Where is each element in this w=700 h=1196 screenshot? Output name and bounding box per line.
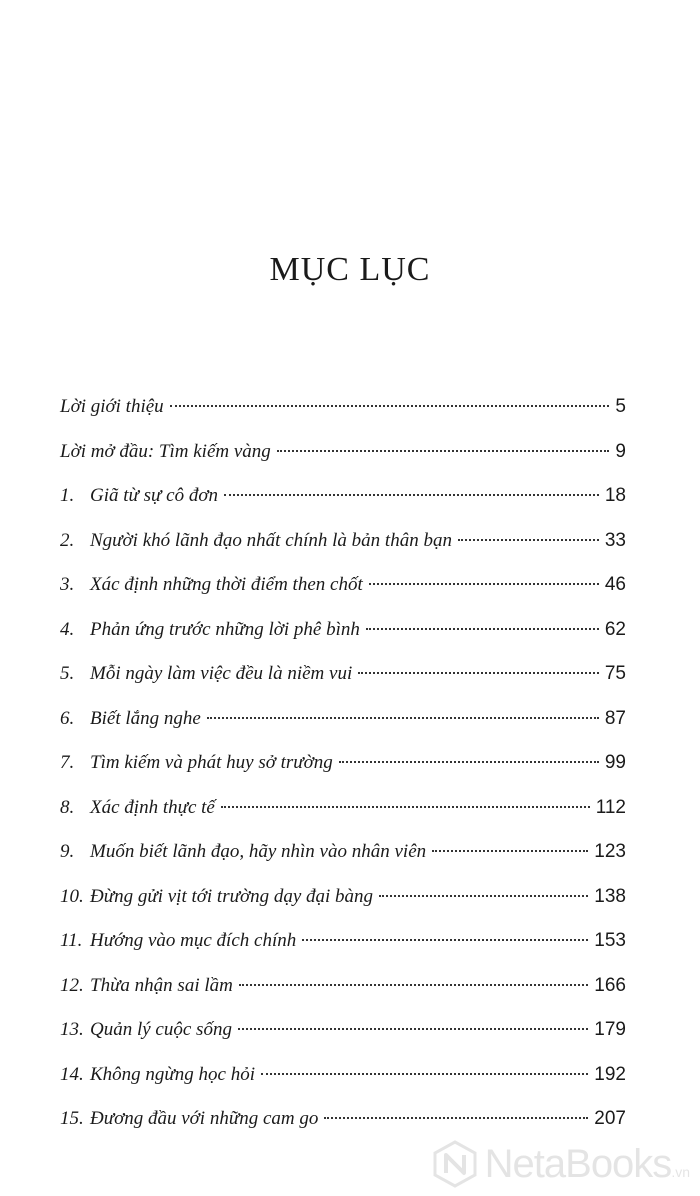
toc-entry-number: 3. <box>60 574 75 595</box>
toc-entry-page-number: 62 <box>604 618 626 640</box>
toc-entry <box>60 975 626 1020</box>
toc-entry-number: 10. <box>60 885 84 907</box>
dot-leader <box>261 1073 588 1075</box>
dot-leader <box>238 1028 588 1030</box>
dot-leader <box>369 583 599 585</box>
netabooks-logo-icon <box>431 1140 479 1188</box>
toc-entry <box>60 574 626 619</box>
toc-entry-title: Biết lắng nghe <box>90 707 201 729</box>
toc-entry <box>60 396 626 441</box>
toc-entry <box>60 1064 626 1109</box>
toc-entry-title: Muốn biết lãnh đạo, hãy nhìn vào nhân viên <box>90 841 427 862</box>
toc-entry-page-number: 166 <box>594 974 626 996</box>
toc-entry-page-number: 18 <box>604 485 626 506</box>
toc-entry-page-number: 46 <box>604 574 626 595</box>
toc-entry-number: 9. <box>60 841 75 862</box>
toc-entry-number: 2. <box>60 529 75 551</box>
toc-entry <box>60 708 626 753</box>
toc-entry-number: 15. <box>60 1108 84 1129</box>
toc-entry-title: Lời mở đầu: Tìm kiếm vàng <box>60 440 271 462</box>
toc-entry-title: Đừng gửi vịt tới trường dạy đại bàng <box>90 885 374 907</box>
toc-entry-title: Quản lý cuộc sống <box>90 1019 232 1040</box>
toc-entry-number: 13. <box>60 1019 84 1040</box>
dot-leader <box>366 628 599 630</box>
toc-entry-page-number: 9 <box>615 440 626 462</box>
toc-entry <box>60 930 626 975</box>
toc-entry <box>60 530 626 575</box>
toc-entry-title: Xác định những thời điểm then chốt <box>90 574 363 595</box>
toc-entry-page-number: 153 <box>594 930 626 951</box>
dot-leader <box>221 806 590 808</box>
table-of-contents <box>60 396 626 1153</box>
toc-entry <box>60 485 626 530</box>
toc-entry-number: 12. <box>60 974 84 996</box>
dot-leader <box>302 939 588 941</box>
dot-leader <box>277 450 610 452</box>
toc-entry-page-number: 87 <box>604 707 626 729</box>
toc-entry-page-number: 179 <box>594 1019 626 1040</box>
toc-entry-number: 1. <box>60 485 75 506</box>
toc-entry <box>60 752 626 797</box>
toc-entry-title: Mỗi ngày làm việc đều là niềm vui <box>90 663 353 684</box>
watermark-suffix: .vn <box>671 1164 690 1180</box>
toc-entry-number: 14. <box>60 1063 84 1085</box>
toc-entry-page-number: 33 <box>604 529 626 551</box>
toc-entry <box>60 1019 626 1064</box>
toc-entry <box>60 441 626 486</box>
toc-entry-page-number: 138 <box>594 885 626 907</box>
toc-entry-number: 7. <box>60 752 75 773</box>
page-title: MỤC LỤC <box>269 250 431 288</box>
dot-leader <box>339 761 599 763</box>
toc-entry-title: Đương đầu với những cam go <box>90 1108 319 1129</box>
toc-entry <box>60 797 626 842</box>
dot-leader <box>170 405 610 407</box>
toc-entry-page-number: 5 <box>615 396 626 417</box>
dot-leader <box>324 1117 588 1119</box>
toc-entry <box>60 886 626 931</box>
toc-entry-title: Thừa nhận sai lầm <box>90 974 233 996</box>
toc-entry-title: Giã từ sự cô đơn <box>90 485 218 506</box>
toc-entry-page-number: 123 <box>594 841 626 862</box>
toc-entry-title: Không ngừng học hỏi <box>90 1063 255 1085</box>
toc-entry-title: Phản ứng trước những lời phê bình <box>90 618 360 640</box>
toc-entry-number: 11. <box>60 930 83 951</box>
dot-leader <box>379 895 588 897</box>
toc-entry <box>60 663 626 708</box>
toc-entry <box>60 619 626 664</box>
toc-entry-title: Lời giới thiệu <box>60 396 164 417</box>
dot-leader <box>358 672 599 674</box>
watermark-brand: NetaBooks <box>484 1141 672 1186</box>
toc-entry-page-number: 112 <box>595 796 626 818</box>
toc-entry-page-number: 207 <box>594 1108 626 1129</box>
dot-leader <box>458 539 599 541</box>
toc-entry-title: Hướng vào mục đích chính <box>90 930 297 951</box>
toc-entry-page-number: 192 <box>594 1063 626 1085</box>
toc-entry-title: Tìm kiếm và phát huy sở trường <box>90 752 333 773</box>
toc-entry-number: 8. <box>60 796 75 818</box>
toc-entry-number: 6. <box>60 707 75 729</box>
toc-entry-title: Xác định thực tế <box>90 796 215 818</box>
toc-entry-page-number: 75 <box>604 663 626 684</box>
dot-leader <box>432 850 588 852</box>
dot-leader <box>224 494 599 496</box>
toc-entry-page-number: 99 <box>604 752 626 773</box>
dot-leader <box>239 984 588 986</box>
toc-entry-title: Người khó lãnh đạo nhất chính là bản thân bạn <box>90 529 452 551</box>
toc-entry-number: 4. <box>60 618 75 640</box>
netabooks-watermark <box>431 1140 690 1188</box>
toc-entry-number: 5. <box>60 663 75 684</box>
dot-leader <box>207 717 599 719</box>
toc-entry <box>60 841 626 886</box>
